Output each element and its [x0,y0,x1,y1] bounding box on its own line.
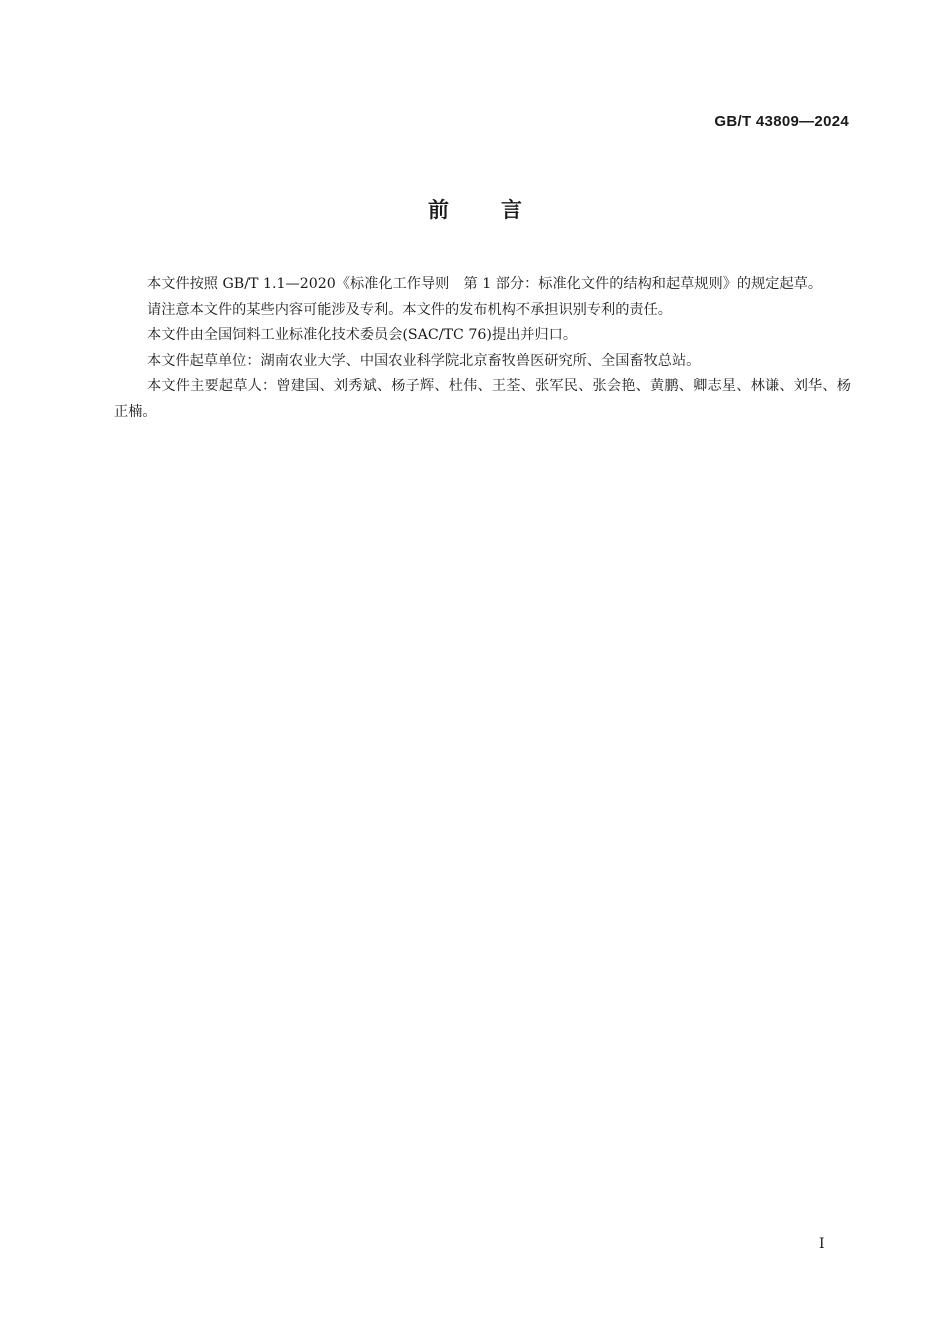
paragraph-drafting-rules: 本文件按照 GB/T 1.1—2020《标准化工作导则 第 1 部分：标准化文件的结构和起草规则》的规定起草。 [147,276,823,292]
title-char-1: 前 [428,198,449,222]
page-number: I [819,1236,825,1252]
page-title [0,196,950,224]
paragraph-drafting-units: 本文件起草单位：湖南农业大学、中国农业科学院北京畜牧兽医研究所、全国畜牧总站。 [147,352,701,369]
paragraph-drafters: 本文件主要起草人：曾建国、刘秀斌、杨子辉、杜伟、王荃、张军民、张会艳、黄鹏、卿志星、林谦、刘华、杨正楠。 [114,378,851,420]
paragraph-patent-notice: 请注意本文件的某些内容可能涉及专利。本文件的发布机构不承担识别专利的责任。 [147,301,672,318]
foreword-body [114,272,851,425]
paragraph-proposer: 本文件由全国饲料工业标准化技术委员会(SAC/TC 76)提出并归口。 [147,327,578,343]
title-char-2: 言 [501,198,522,222]
standard-number: GB/T 43809—2024 [714,113,849,130]
